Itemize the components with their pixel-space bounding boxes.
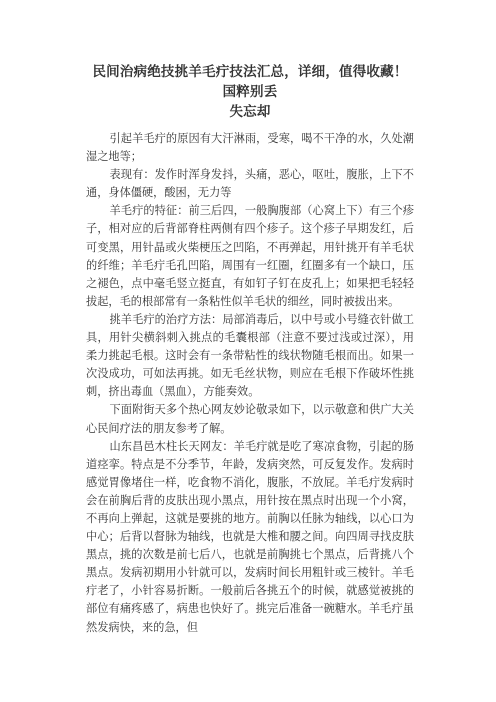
article-title (86, 62, 414, 122)
paragraph-features: 羊毛疔的特征：前三后四，一般胸腹部（心窝上下）有三个疹子，相对应的后背部脊柱两侧有四个疹子。这个疹子早期发红，后可变黑，用针晶或火柴梗压之凹陷，不再弹起，用针挑开有羊毛状的纤维；羊毛疔毛孔凹陷，周围有一红圈，红圈多有一个缺口，压之褪色，点中毫毛竖立挺直，有如钉子钉在皮孔上；如果把毛轻轻拔起，毛的根部常有一条粘性似羊毛状的细丝，同时被拔出来。 (86, 204, 414, 308)
paragraph-intro-comments: 下面附街天多个热心网友妙论敬录如下，以示敬意和供广大关心民间疗法的朋友参考了解。 (86, 403, 414, 435)
paragraph-causes: 引起羊毛疔的原因有大汗淋雨，受寒，喝不干净的水，久处潮湿之地等； (86, 132, 414, 164)
paragraph-user-comment: 山东昌邑木柱长天网友：羊毛疔就是吃了寒凉食物，引起的肠道痉挛。特点是不分季节，年龄，发病突然，可反复发作。发病时感觉胃像堵住一样，吃食物不消化，腹胀，不放屁。羊毛疔发病时会在前胸后背的皮肤出现小黑点，用针按在黑点时出现一个小窝，不再向上弹起，这就是要挑的地方。前胸以任脉为轴线，以心口为中心；后背以督脉为轴线，也就是大椎和腰之间。向四周寻找皮肤黑点，挑的次数是前七后八，也就是前胸挑七个黑点，后背挑八个黑点。发病初期用小针就可以，发病时间长用粗针或三棱针。羊毛疔老了，小针容易折断。一般前后各挑五个的时候，就感觉被挑的部位有痛疼感了，病患也快好了。挑完后准备一碗糖水。羊毛疔虽然发病快，来的急，但 (86, 439, 414, 634)
article-title-line-2: 失忘却 (229, 104, 271, 120)
paragraph-symptoms: 表现有：发作时浑身发抖，头痛，恶心，呕吐，腹胀，上下不通，身体僵硬，酸困，无力等 (86, 168, 414, 200)
article-body (86, 130, 414, 637)
article-title-line-1: 民间治病绝技挑羊毛疔技法汇总，详细，值得收藏！国粹别丢 (92, 64, 408, 100)
paragraph-treatment: 挑羊毛疔的治疗方法：局部消毒后，以中号或小号缝衣针做工具，用针尖横斜刺入挑点的毛囊根部（注意不要过浅或过深），用柔力挑起毛根。这时会有一条带粘性的线状物随毛根而出。如果一次没成功，可如法再挑。如无毛丝状物，则应在毛根下作破坏性挑刺，挤出毒血（黑血），方能奏效。 (86, 312, 414, 399)
